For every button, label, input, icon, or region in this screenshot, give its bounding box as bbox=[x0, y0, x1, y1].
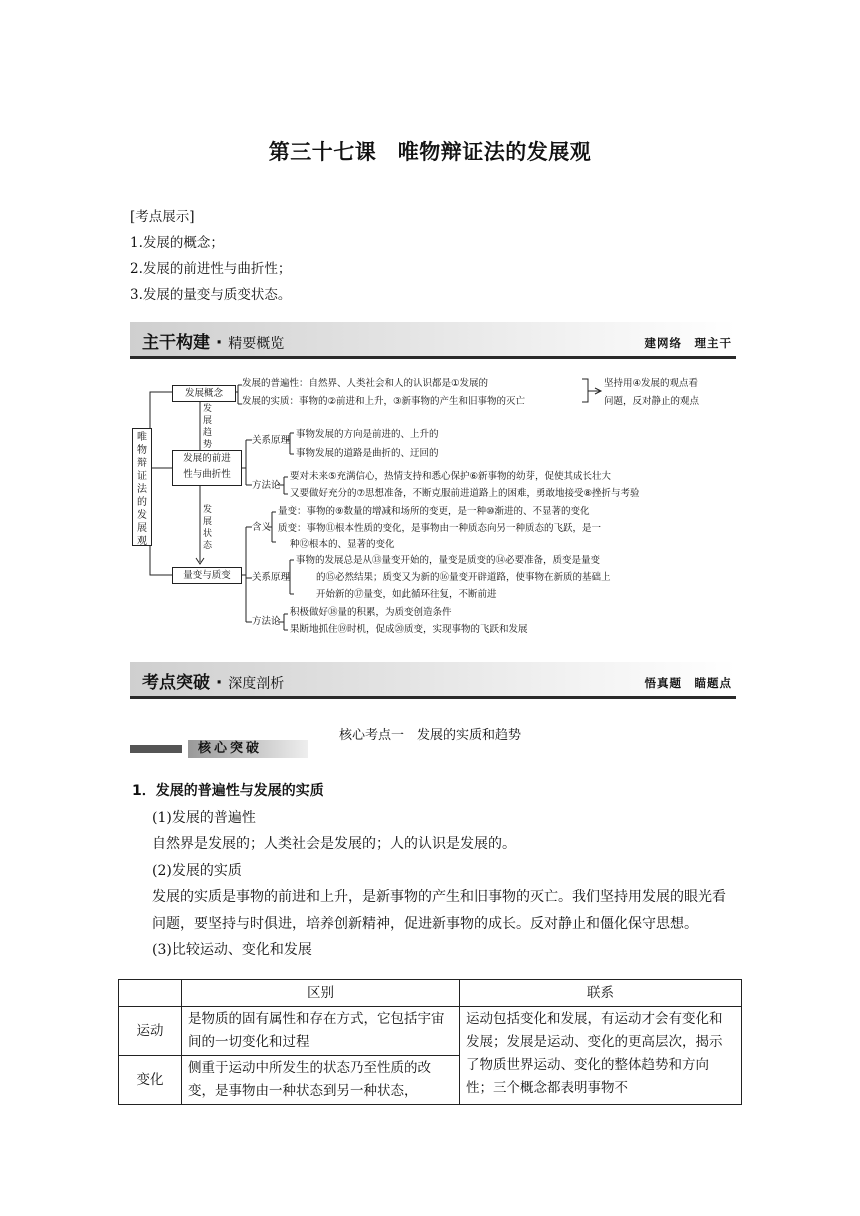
node2-method-line: 又要做好充分的⑦思想准备，不断克服前进道路上的困难，勇敢地接受⑧挫折与考验 bbox=[290, 488, 640, 499]
node3-relation-label: 关系原理 bbox=[252, 572, 291, 583]
key-point-title: 核心考点一 发展的实质和趋势 bbox=[338, 728, 521, 743]
table-header-cell: 联系 bbox=[460, 980, 742, 1007]
paragraph: 发展的实质是事物的前进和上升，是新事物的产生和旧事物的灭亡。我们坚持用发展的眼光看问题，要坚持与时俱进，培养创新精神，促进新事物的成长。反对静止和僵化保守思想。 bbox=[152, 889, 726, 932]
relation-cell: 运动包括变化和发展，有运动才会有变化和发展；发展是运动、变化的更高层次，揭示了物质世界运动、变化的整体趋势和方向性；三个概念都表明事物不 bbox=[460, 1007, 742, 1105]
node2-method-label: 方法论 bbox=[252, 480, 281, 491]
core-breakthrough-label: 核心突破 bbox=[130, 740, 310, 756]
node1-result: 问题，反对静止的观点 bbox=[604, 396, 700, 407]
node3-method-line: 积极做好⑱量的积累，为质变创造条件 bbox=[290, 607, 452, 618]
node3-relation-line: 事物的发展总是从⑬量变开始的，量变是质变的⑭必要准备，质变是量变 bbox=[296, 555, 601, 566]
node2-method-line: 要对未来⑤充满信心，热情支持和悉心保护⑥新事物的幼芽，促使其成长壮大 bbox=[290, 471, 612, 482]
exam-points bbox=[130, 204, 291, 308]
exam-point-item: 2.发展的前进性与曲折性； bbox=[130, 261, 292, 277]
banner-subtitle: 深度剖析 bbox=[228, 676, 285, 692]
node3-method-line: 果断地抓住⑲时机，促成⑳质变，实现事物的飞跃和发展 bbox=[290, 624, 528, 635]
node3-definition-line: 种⑫根本的、显著的变化 bbox=[290, 539, 395, 550]
table-header-row bbox=[119, 980, 742, 1007]
body-text bbox=[132, 778, 732, 964]
node2-relation-label: 关系原理 bbox=[252, 435, 291, 446]
paragraph: 自然界是发展的；人类社会是发展的；人的认识是发展的。 bbox=[152, 836, 516, 852]
table-header-cell: 区别 bbox=[182, 980, 460, 1007]
row-difference: 是物质的固有属性和存在方式，它包括宇宙间的一切变化和过程 bbox=[182, 1007, 460, 1056]
exam-point-item: 3.发展的量变与质变状态。 bbox=[130, 287, 292, 303]
banner-tag: 建网络 理主干 bbox=[644, 336, 732, 350]
section-heading: 1．发展的普遍性与发展的实质 bbox=[132, 783, 324, 799]
node-quantity-quality: 量变与质变 bbox=[172, 567, 242, 584]
comparison-table bbox=[118, 979, 742, 1105]
subheading: (3)比较运动、变化和发展 bbox=[152, 942, 312, 958]
node3-definition-line: 质变：事物⑪根本性质的变化，是事物由一种质态向另一种质态的飞跃，是一 bbox=[278, 523, 602, 534]
node3-definition-label: 含义 bbox=[252, 522, 272, 533]
row-name: 变化 bbox=[119, 1056, 182, 1105]
node-progress-twists: 发展的前进 性与曲折性 bbox=[172, 450, 242, 486]
page-title: 第三十七课 唯物辩证法的发展观 bbox=[268, 140, 592, 164]
node2-relation-line: 事物发展的方向是前进的、上升的 bbox=[296, 429, 439, 440]
node1-result: 坚持用④发展的观点看 bbox=[604, 378, 699, 389]
exam-points-heading: [考点展示] bbox=[130, 209, 195, 225]
node2-relation-line: 事物发展的道路是曲折的、迂回的 bbox=[296, 448, 439, 459]
subheading: (2)发展的实质 bbox=[152, 862, 242, 879]
subheading: (1)发展的普遍性 bbox=[152, 809, 256, 826]
row-name: 运动 bbox=[119, 1007, 182, 1056]
link-state: 发展状态 bbox=[203, 505, 213, 551]
node3-relation-line: 开始新的⑰量变，如此循环往复，不断前进 bbox=[316, 589, 497, 600]
node3-method-label: 方法论 bbox=[252, 616, 281, 627]
link-trend: 发展趋势 bbox=[203, 404, 213, 450]
concept-map-root: 唯物辩证法的发展观 bbox=[132, 428, 152, 546]
table-header-cell bbox=[119, 980, 182, 1007]
node1-line: 发展的普遍性：自然界、人类社会和人的认识都是①发展的 bbox=[242, 378, 489, 389]
node-development-concept: 发展概念 bbox=[172, 385, 236, 402]
node3-relation-line: 的⑮必然结果；质变又为新的⑯量变开辟道路，使事物在新质的基础上 bbox=[316, 572, 611, 583]
concept-map bbox=[130, 372, 736, 642]
banner-subtitle: 精要概览 bbox=[228, 336, 285, 352]
row-difference: 侧重于运动中所发生的状态乃至性质的改变，是事物由一种状态到另一种状态， bbox=[182, 1056, 460, 1105]
exam-point-item: 1.发展的概念； bbox=[130, 235, 224, 251]
table-row bbox=[119, 1007, 742, 1056]
section-banner-breakthrough: 考点突破 · 深度剖析 悟真题 瞄题点 bbox=[130, 662, 736, 702]
banner-tag: 悟真题 瞄题点 bbox=[644, 676, 732, 690]
section-banner-structure: 主干构建 · 精要概览 建网络 理主干 bbox=[130, 322, 736, 362]
banner-title: 考点突破 bbox=[142, 673, 210, 693]
node3-definition-line: 量变：事物的⑨数量的增减和场所的变更，是一种⑩渐进的、不显著的变化 bbox=[278, 506, 590, 517]
banner-title: 主干构建 bbox=[142, 333, 210, 353]
node1-line: 发展的实质：事物的②前进和上升，③新事物的产生和旧事物的灭亡 bbox=[242, 396, 526, 407]
